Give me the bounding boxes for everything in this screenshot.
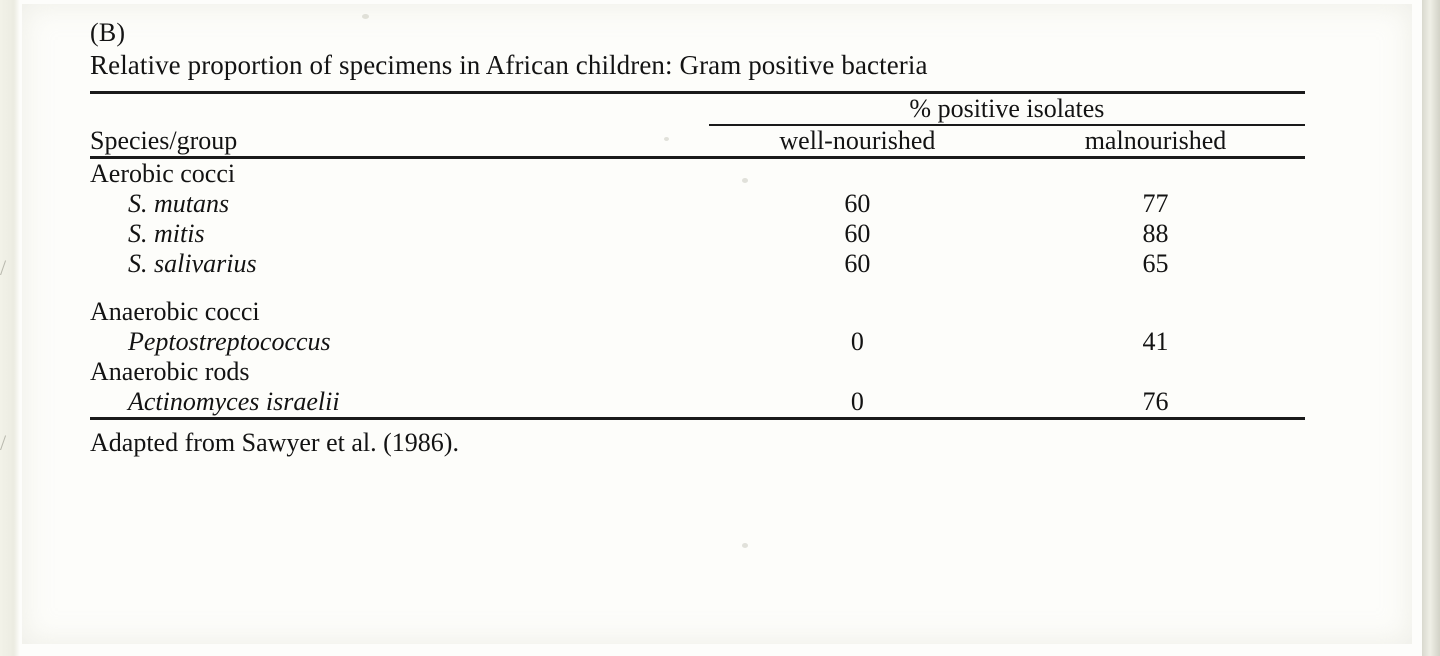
row-value-actinomyces-israelii-malnourished: 76	[1142, 387, 1169, 416]
table-row	[90, 189, 1305, 219]
figure-caption: Relative proportion of specimens in African children: Gram positive bacteria	[90, 50, 928, 80]
span-header-percent-positive-isolates: % positive isolates	[709, 94, 1305, 125]
row-value-empty	[1006, 357, 1305, 387]
header-species-group: Species/group	[90, 125, 709, 158]
table-header-row	[90, 125, 1305, 158]
spacer-cell	[709, 279, 1006, 297]
row-label-anaerobic-cocci: Anaerobic cocci	[90, 297, 260, 326]
row-value-s-salivarius-well-nourished: 60	[844, 249, 871, 278]
row-value-empty	[1006, 297, 1305, 327]
row-value-s-mitis-well-nourished: 60	[844, 219, 871, 248]
margin-mark-2: /	[0, 430, 7, 455]
table-row	[90, 327, 1305, 357]
figure-content	[90, 18, 1305, 458]
panel-label: (B)	[90, 18, 126, 47]
row-label-peptostreptococcus: Peptostreptococcus	[128, 327, 331, 356]
table-row	[90, 357, 1305, 387]
row-value-s-salivarius-malnourished: 65	[1142, 249, 1169, 278]
row-value-s-mutans-malnourished: 77	[1142, 189, 1169, 218]
row-label-actinomyces-israelii: Actinomyces israelii	[128, 387, 340, 416]
row-value-empty	[709, 297, 1006, 327]
table-row	[90, 387, 1305, 419]
table-row	[90, 219, 1305, 249]
row-value-peptostreptococcus-malnourished: 41	[1142, 327, 1169, 356]
spacer-cell	[1006, 279, 1305, 297]
row-label-s-salivarius: S. salivarius	[128, 249, 257, 278]
row-label-anaerobic-rods: Anaerobic rods	[90, 357, 250, 386]
row-label-aerobic-cocci: Aerobic cocci	[90, 159, 236, 188]
row-value-empty	[709, 357, 1006, 387]
table-span-header-row	[90, 94, 1305, 125]
row-value-actinomyces-israelii-well-nourished: 0	[850, 387, 864, 416]
table-row	[90, 297, 1305, 327]
data-table	[90, 94, 1305, 420]
table-row	[90, 249, 1305, 279]
table-row	[90, 158, 1305, 190]
row-value-empty	[1006, 158, 1305, 190]
row-label-s-mitis: S. mitis	[128, 219, 205, 248]
row-value-s-mitis-malnourished: 88	[1142, 219, 1169, 248]
table-spacer-row	[90, 279, 1305, 297]
page-edge-shadow	[1422, 0, 1440, 656]
row-label-s-mutans: S. mutans	[128, 189, 230, 218]
margin-mark-1: /	[0, 255, 7, 280]
row-value-peptostreptococcus-well-nourished: 0	[850, 327, 864, 356]
row-value-empty	[709, 158, 1006, 190]
header-malnourished: malnourished	[1006, 125, 1305, 158]
spacer-cell	[90, 279, 709, 297]
scan-speck	[742, 543, 748, 548]
row-value-s-mutans-well-nourished: 60	[844, 189, 871, 218]
header-well-nourished: well-nourished	[709, 125, 1006, 158]
spacer-cell	[90, 94, 709, 125]
source-note: Adapted from Sawyer et al. (1986).	[90, 428, 459, 457]
